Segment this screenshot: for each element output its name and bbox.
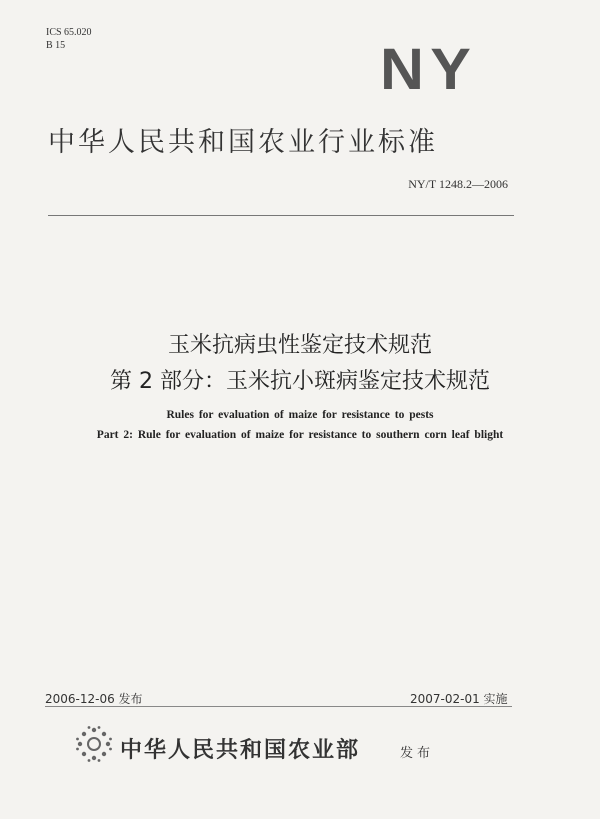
footer-divider xyxy=(45,706,512,707)
implementation-date: 2007-02-01 实施 xyxy=(410,692,508,706)
ccs-code: B 15 xyxy=(46,40,66,51)
issue-date: 2006-12-06 发布 xyxy=(45,692,143,706)
ministry-emblem-icon xyxy=(74,724,114,764)
title-en-line2: Part 2: Rule for evaluation of maize for resistance to southern corn leaf blight xyxy=(96,429,504,441)
organization-title: 中华人民共和国农业行业标准 xyxy=(48,127,438,158)
classification-codes xyxy=(46,26,92,52)
title-zh-line2: 第 2 部分：玉米抗小斑病鉴定技术规范 xyxy=(110,369,490,394)
standard-number: NY/T 1248.2—2006 xyxy=(408,177,508,191)
header-divider xyxy=(48,215,514,216)
issue-label: 发布 xyxy=(400,746,435,761)
ny-logo: NY xyxy=(380,37,478,102)
title-en-line1: Rules for evaluation of maize for resistance to pests xyxy=(166,409,434,421)
ics-code: ICS 65.020 xyxy=(46,27,92,38)
title-zh-line1: 玉米抗病虫性鉴定技术规范 xyxy=(167,333,432,358)
issuer-name: 中华人民共和国农业部 xyxy=(120,738,361,763)
